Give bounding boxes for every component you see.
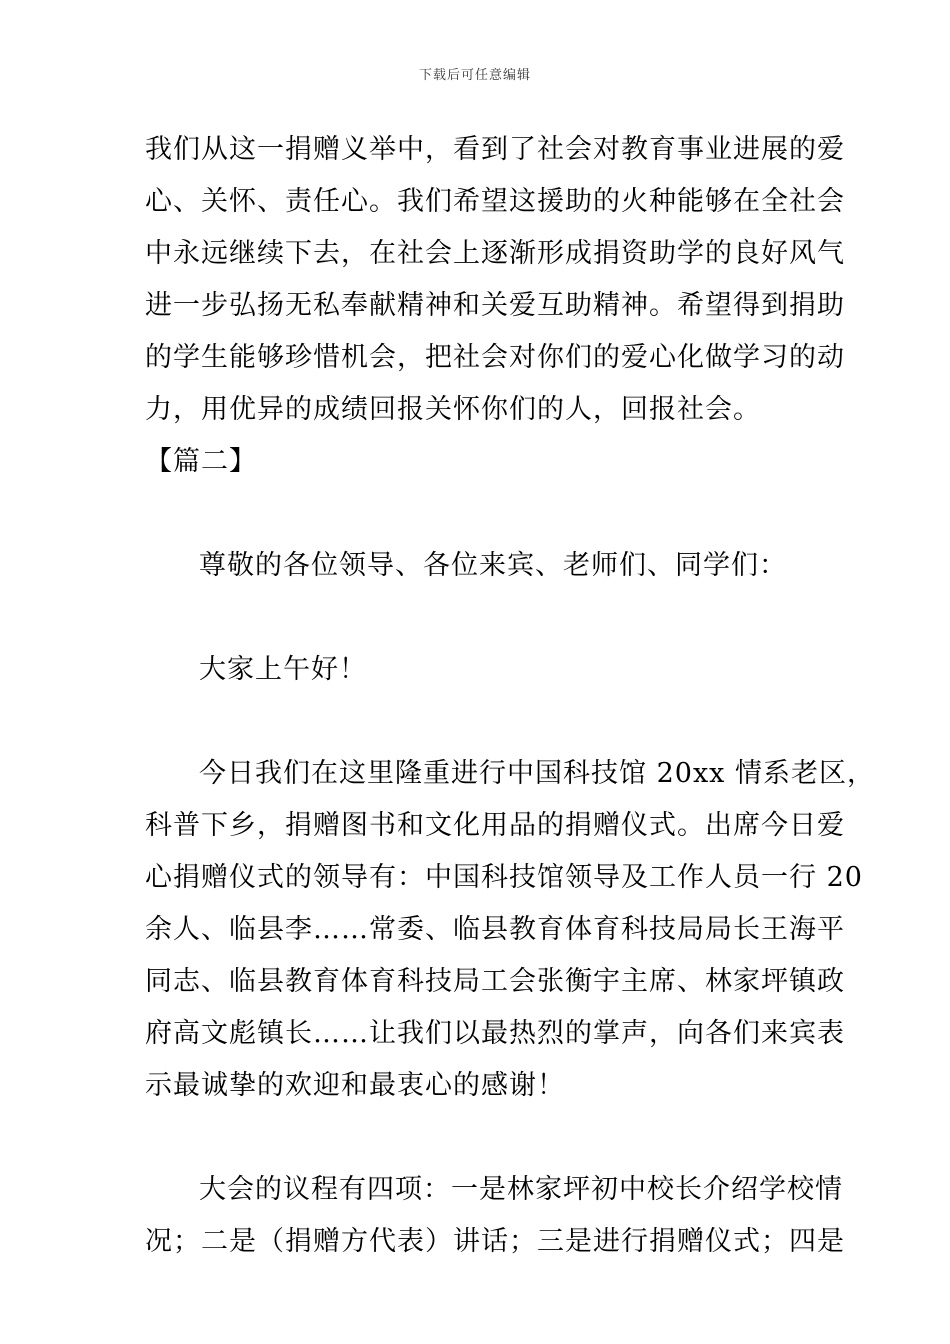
greeting-line: 尊敬的各位领导、各位来宾、老师们、同学们：: [199, 550, 787, 581]
spacer: [145, 592, 810, 644]
text-line: 科普下乡，捐赠图书和文化用品的捐赠仪式。出席今日爱: [145, 810, 845, 841]
text-line: 今日我们在这里隆重进行中国科技馆 20xx 情系老区，: [199, 758, 875, 789]
paragraph-agenda: [145, 1164, 845, 1268]
text-line: 的学生能够珍惜机会，把社会对你们的爱心化做学习的动: [145, 342, 845, 373]
spacer: [145, 488, 810, 540]
salutation-line: 大家上午好！: [199, 654, 367, 685]
text-line: 同志、临县教育体育科技局工会张衡宇主席、林家坪镇政: [145, 966, 845, 997]
text-line: 府高文彪镇长……让我们以最热烈的掌声，向各们来宾表: [145, 1018, 845, 1049]
spacer: [145, 696, 810, 748]
spacer: [145, 1112, 810, 1164]
paragraph-ceremony-intro: [145, 748, 875, 1112]
paragraph-closing-remarks: [145, 124, 845, 436]
section-title: 【篇二】: [145, 446, 257, 477]
text-line: 我们从这一捐赠义举中，看到了社会对教育事业进展的爱: [145, 134, 845, 165]
text-line: 中永远继续下去，在社会上逐渐形成捐资助学的良好风气: [145, 238, 845, 269]
text-line: 况；二是（捐赠方代表）讲话；三是进行捐赠仪式；四是: [145, 1226, 845, 1257]
text-line: 大会的议程有四项：一是林家坪初中校长介绍学校情: [199, 1174, 843, 1205]
text-line: 力，用优异的成绩回报关怀你们的人，回报社会。: [145, 394, 761, 425]
text-line: 心捐赠仪式的领导有：中国科技馆领导及工作人员一行 20: [145, 862, 863, 893]
text-line: 进一步弘扬无私奉献精神和关爱互助精神。希望得到捐助: [145, 290, 845, 321]
text-line: 示最诚挚的欢迎和最衷心的感谢！: [145, 1070, 565, 1101]
text-line: 余人、临县李……常委、临县教育体育科技局局长王海平: [145, 914, 845, 945]
document-body: [145, 124, 875, 1268]
text-line: 心、关怀、责任心。我们希望这援助的火种能够在全社会: [145, 186, 845, 217]
page-header: 下载后可任意编辑: [418, 68, 531, 83]
